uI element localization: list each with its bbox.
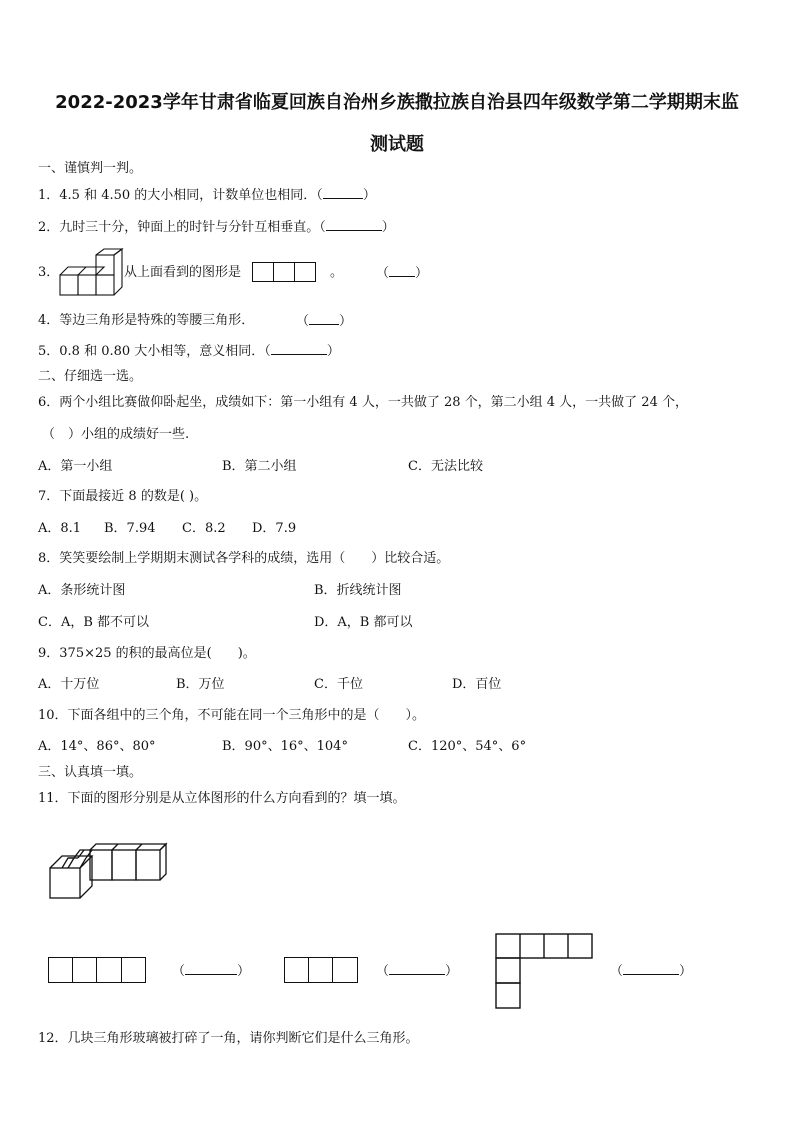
option-a[interactable]: A．条形统计图 <box>38 583 126 598</box>
question-2 <box>38 218 395 237</box>
page-title-line2: 测试题 <box>370 134 424 155</box>
option-b[interactable]: B．90°、16°、104° <box>222 739 348 754</box>
option-d[interactable]: D．百位 <box>452 677 502 692</box>
section-heading-1: 一、谨慎判一判。 <box>38 161 143 176</box>
question-3-answer <box>376 264 428 283</box>
question-5 <box>38 342 340 361</box>
question-number: 7． <box>38 489 60 504</box>
answer-blank[interactable] <box>389 264 415 277</box>
answer-blank[interactable] <box>389 962 445 975</box>
view-3-shape <box>496 934 594 1010</box>
paren-close: ） <box>415 266 429 281</box>
question-3-suffix: 。 <box>330 265 344 280</box>
paren-open: （ <box>376 266 390 281</box>
question-4 <box>38 312 254 330</box>
page-title: 2022-2023学年甘肃省临夏回族自治州乡族撒拉族自治县四年级数学第二学期期末监 <box>55 92 739 113</box>
view-1-shape <box>48 957 146 983</box>
view-2-divider <box>308 957 333 983</box>
question-7 <box>38 488 207 506</box>
question-text: 下面的图形分别是从立体图形的什么方向看到的？填一填。 <box>67 791 406 806</box>
paren-close: ） <box>237 964 251 979</box>
question-text: 从上面看到的图形是 <box>124 265 242 280</box>
question-9 <box>38 645 256 663</box>
paren-close: ） <box>339 314 353 329</box>
option-a[interactable]: A．8.1 <box>38 521 82 536</box>
view-1-answer <box>172 962 250 981</box>
option-d[interactable]: D．A，B 都可以 <box>314 615 413 630</box>
view-1-divider <box>121 957 122 983</box>
view-3-answer <box>610 962 692 981</box>
question-8 <box>38 550 449 568</box>
section-heading-3: 三、认真填一填。 <box>38 765 143 780</box>
top-view-divider <box>273 262 295 282</box>
question-number: 2． <box>38 220 60 235</box>
question-text: 下面各组中的三个角，不可能在同一个三角形中的是（ ）。 <box>67 708 426 723</box>
paren-open: （ <box>172 964 186 979</box>
option-c[interactable]: C．无法比较 <box>408 459 483 474</box>
option-a[interactable]: A．第一小组 <box>38 459 113 474</box>
option-b[interactable]: B．折线统计图 <box>314 583 402 598</box>
question-12 <box>38 1030 419 1048</box>
paren-close: ） <box>445 964 459 979</box>
paren-open: （ <box>296 314 310 329</box>
question-text: 几块三角形玻璃被打碎了一角，请你判断它们是什么三角形。 <box>67 1031 419 1046</box>
option-c[interactable]: C．千位 <box>314 677 363 692</box>
question-text: 等边三角形是特殊的等腰三角形． <box>59 313 255 328</box>
question-text: 两个小组比赛做仰卧起坐，成绩如下：第一小组有 4 人，一共做了 28 个，第二小组 4 人，一共做了 24 个， <box>59 395 688 410</box>
option-c[interactable]: C．A，B 都不可以 <box>38 615 150 630</box>
question-number: 12． <box>38 1031 68 1046</box>
paren-close: ） <box>679 964 693 979</box>
answer-blank[interactable] <box>271 342 327 355</box>
question-1 <box>38 186 376 205</box>
paren-close: ） <box>362 188 376 203</box>
question-number: 4． <box>38 313 60 328</box>
section-heading-2: 二、仔细选一选。 <box>38 369 143 384</box>
option-a[interactable]: A．14°、86°、80° <box>38 739 156 754</box>
option-c[interactable]: C．120°、54°、6° <box>408 739 527 754</box>
paren-open: （ <box>610 964 624 979</box>
question-11 <box>38 790 406 808</box>
option-b[interactable]: B．7.94 <box>104 521 156 536</box>
question-number: 6． <box>38 395 60 410</box>
answer-blank[interactable] <box>323 186 363 199</box>
question-text: 0.8 和 0.80 大小相等，意义相同．（ <box>59 344 271 359</box>
question-text: 375×25 的积的最高位是( )。 <box>59 646 256 661</box>
question-3-number: 3． <box>38 265 60 280</box>
question-number: 5． <box>38 344 60 359</box>
question-text: 下面最接近 8 的数是( )。 <box>59 489 208 504</box>
question-6 <box>38 394 688 412</box>
answer-blank[interactable] <box>623 962 679 975</box>
option-b[interactable]: B．万位 <box>176 677 225 692</box>
option-d[interactable]: D．7.9 <box>252 521 297 536</box>
answer-blank[interactable] <box>309 312 339 325</box>
question-text: 4.5 和 4.50 的大小相同，计数单位也相同．（ <box>59 188 323 203</box>
option-a[interactable]: A．十万位 <box>38 677 100 692</box>
cube-stack-figure <box>60 249 124 297</box>
question-10 <box>38 707 425 725</box>
option-c[interactable]: C．8.2 <box>182 521 226 536</box>
question-number: 8． <box>38 551 60 566</box>
question-text: 九时三十分，钟面上的时针与分针互相垂直。（ <box>59 220 326 235</box>
question-text: 笑笑要绘制上学期期末测试各学科的成绩，选用（ ）比较合适。 <box>59 551 450 566</box>
question-3-text <box>124 264 241 282</box>
paren-close: ） <box>381 220 395 235</box>
answer-blank[interactable] <box>185 962 237 975</box>
paren-close: ） <box>326 344 340 359</box>
cube-arrangement-figure <box>48 842 172 902</box>
question-4-answer <box>296 312 352 331</box>
view-1-divider <box>72 957 97 983</box>
option-b[interactable]: B．第二小组 <box>222 459 297 474</box>
question-number: 9． <box>38 646 60 661</box>
question-number: 1． <box>38 188 60 203</box>
paren-open: （ <box>376 964 390 979</box>
question-number: 10． <box>38 708 68 723</box>
view-2-answer <box>376 962 458 981</box>
answer-blank[interactable] <box>326 218 382 231</box>
question-number: 11． <box>38 791 68 806</box>
question-6-cont: （ ）小组的成绩好一些. <box>42 427 190 442</box>
